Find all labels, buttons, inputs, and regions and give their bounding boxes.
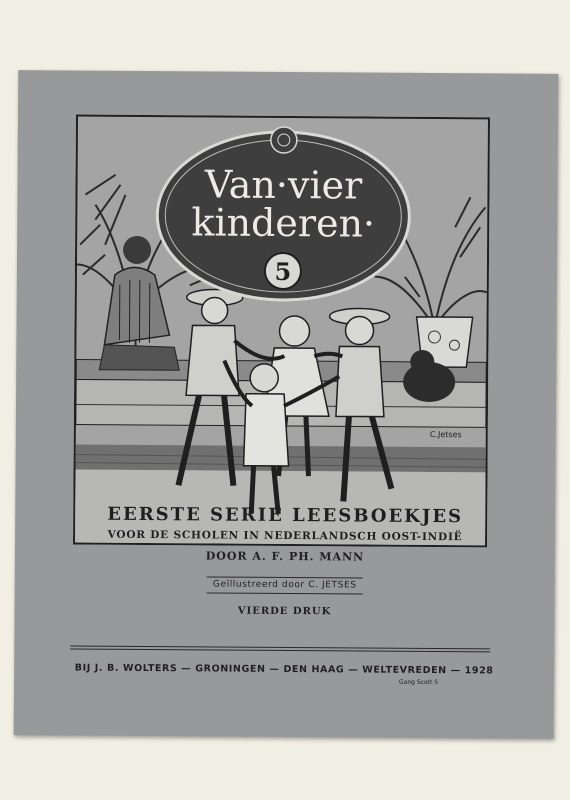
- illustrator-credit: [15, 570, 555, 596]
- volume-number: 5: [274, 256, 292, 287]
- author: DOOR A. F. PH. MANN: [205, 549, 365, 564]
- artist-signature: C.Jetses: [429, 430, 462, 440]
- emblem-icon: [271, 127, 297, 153]
- series-title: EERSTE SERIE LEESBOEKJES: [107, 503, 464, 528]
- book-cover: [14, 70, 559, 739]
- subtitle: VOOR DE SCHOLEN IN NEDERLANDSCH OOST-INDIË: [107, 528, 463, 544]
- cover-illustration: [73, 115, 490, 548]
- title-line1: Van·vier: [204, 162, 363, 208]
- title-line2: kinderen·: [191, 200, 376, 246]
- divider-top-inner: [70, 649, 490, 653]
- illustrator-text: Geïllustreerd door C. JETSES: [207, 576, 363, 594]
- catalog-note: Gang Scott 5: [399, 678, 439, 687]
- publisher-line: BIJ J. B. WOLTERS — GRONINGEN — DEN HAAG — WELTEVREDEN — 1928: [74, 662, 494, 677]
- edition: VIERDE DRUK: [237, 605, 332, 618]
